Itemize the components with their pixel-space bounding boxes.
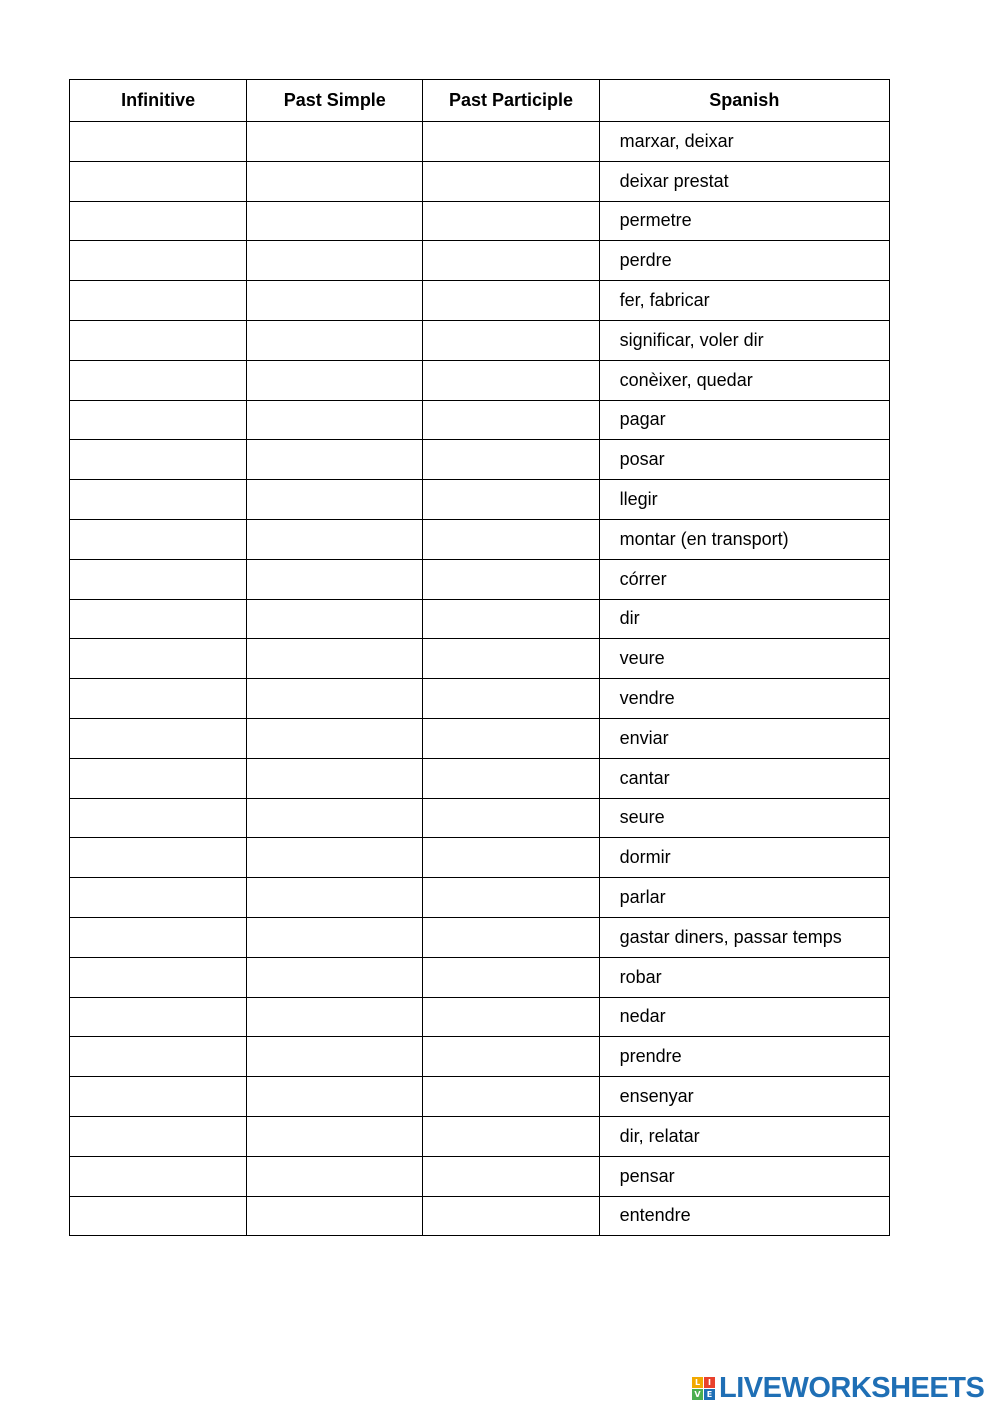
spanish-cell: seure	[599, 798, 889, 838]
past-participle-cell[interactable]	[423, 559, 599, 599]
past-participle-cell[interactable]	[423, 241, 599, 281]
table-row	[70, 798, 890, 838]
table-row	[70, 1077, 890, 1117]
past-simple-cell[interactable]	[247, 718, 423, 758]
logo-icon	[692, 1377, 715, 1400]
infinitive-cell[interactable]	[70, 1116, 247, 1156]
infinitive-cell[interactable]	[70, 679, 247, 719]
past-simple-cell[interactable]	[247, 878, 423, 918]
logo-text: LIVEWORKSHEETS	[719, 1372, 985, 1404]
infinitive-cell[interactable]	[70, 480, 247, 520]
table-row	[70, 758, 890, 798]
infinitive-cell[interactable]	[70, 798, 247, 838]
table-body	[70, 122, 890, 1236]
header-past-participle: Past Participle	[423, 80, 599, 122]
past-simple-cell[interactable]	[247, 1196, 423, 1236]
infinitive-cell[interactable]	[70, 878, 247, 918]
infinitive-cell[interactable]	[70, 599, 247, 639]
past-participle-cell[interactable]	[423, 201, 599, 241]
past-simple-cell[interactable]	[247, 440, 423, 480]
table-row	[70, 917, 890, 957]
table-row	[70, 241, 890, 281]
infinitive-cell[interactable]	[70, 360, 247, 400]
past-simple-cell[interactable]	[247, 201, 423, 241]
past-participle-cell[interactable]	[423, 639, 599, 679]
past-participle-cell[interactable]	[423, 997, 599, 1037]
table-row	[70, 1037, 890, 1077]
past-simple-cell[interactable]	[247, 838, 423, 878]
table-row	[70, 1196, 890, 1236]
infinitive-cell[interactable]	[70, 758, 247, 798]
infinitive-cell[interactable]	[70, 1077, 247, 1117]
table-row	[70, 957, 890, 997]
header-spanish: Spanish	[599, 80, 889, 122]
past-simple-cell[interactable]	[247, 1077, 423, 1117]
verb-table	[69, 79, 890, 1236]
past-participle-cell[interactable]	[423, 878, 599, 918]
infinitive-cell[interactable]	[70, 161, 247, 201]
table-row	[70, 679, 890, 719]
spanish-cell: enviar	[599, 718, 889, 758]
table-row	[70, 480, 890, 520]
past-participle-cell[interactable]	[423, 679, 599, 719]
infinitive-cell[interactable]	[70, 718, 247, 758]
past-participle-cell[interactable]	[423, 758, 599, 798]
table-row	[70, 878, 890, 918]
table-row	[70, 122, 890, 162]
past-participle-cell[interactable]	[423, 1156, 599, 1196]
infinitive-cell[interactable]	[70, 1156, 247, 1196]
header-past-simple: Past Simple	[247, 80, 423, 122]
spanish-cell: pensar	[599, 1156, 889, 1196]
past-participle-cell[interactable]	[423, 440, 599, 480]
past-simple-cell[interactable]	[247, 599, 423, 639]
past-participle-cell[interactable]	[423, 122, 599, 162]
spanish-cell: pagar	[599, 400, 889, 440]
past-simple-cell[interactable]	[247, 758, 423, 798]
spanish-cell: ensenyar	[599, 1077, 889, 1117]
past-participle-cell[interactable]	[423, 480, 599, 520]
table-row	[70, 360, 890, 400]
past-simple-cell[interactable]	[247, 798, 423, 838]
infinitive-cell[interactable]	[70, 519, 247, 559]
spanish-cell: montar (en transport)	[599, 519, 889, 559]
spanish-cell: córrer	[599, 559, 889, 599]
header-infinitive: Infinitive	[70, 80, 247, 122]
past-simple-cell[interactable]	[247, 480, 423, 520]
table-row	[70, 161, 890, 201]
past-participle-cell[interactable]	[423, 1116, 599, 1156]
past-simple-cell[interactable]	[247, 320, 423, 360]
past-participle-cell[interactable]	[423, 838, 599, 878]
past-participle-cell[interactable]	[423, 599, 599, 639]
table-row	[70, 1116, 890, 1156]
table-row	[70, 997, 890, 1037]
infinitive-cell[interactable]	[70, 559, 247, 599]
past-participle-cell[interactable]	[423, 400, 599, 440]
spanish-cell: vendre	[599, 679, 889, 719]
spanish-cell: permetre	[599, 201, 889, 241]
past-simple-cell[interactable]	[247, 281, 423, 321]
table-row	[70, 718, 890, 758]
infinitive-cell[interactable]	[70, 241, 247, 281]
spanish-cell: dormir	[599, 838, 889, 878]
infinitive-cell[interactable]	[70, 917, 247, 957]
past-participle-cell[interactable]	[423, 957, 599, 997]
past-simple-cell[interactable]	[247, 957, 423, 997]
spanish-cell: gastar diners, passar temps	[599, 917, 889, 957]
table-row	[70, 519, 890, 559]
past-simple-cell[interactable]	[247, 679, 423, 719]
past-participle-cell[interactable]	[423, 1196, 599, 1236]
past-simple-cell[interactable]	[247, 1156, 423, 1196]
spanish-cell: significar, voler dir	[599, 320, 889, 360]
past-simple-cell[interactable]	[247, 161, 423, 201]
logo-letter: I	[704, 1377, 715, 1388]
past-participle-cell[interactable]	[423, 1077, 599, 1117]
infinitive-cell[interactable]	[70, 320, 247, 360]
past-participle-cell[interactable]	[423, 360, 599, 400]
table-row	[70, 1156, 890, 1196]
table-row	[70, 838, 890, 878]
spanish-cell: robar	[599, 957, 889, 997]
past-simple-cell[interactable]	[247, 519, 423, 559]
spanish-cell: nedar	[599, 997, 889, 1037]
infinitive-cell[interactable]	[70, 122, 247, 162]
spanish-cell: entendre	[599, 1196, 889, 1236]
table-row	[70, 559, 890, 599]
spanish-cell: deixar prestat	[599, 161, 889, 201]
infinitive-cell[interactable]	[70, 281, 247, 321]
spanish-cell: dir	[599, 599, 889, 639]
past-participle-cell[interactable]	[423, 1037, 599, 1077]
header-row	[70, 80, 890, 122]
infinitive-cell[interactable]	[70, 957, 247, 997]
spanish-cell: prendre	[599, 1037, 889, 1077]
logo-letter: V	[692, 1389, 703, 1400]
table-row	[70, 440, 890, 480]
spanish-cell: fer, fabricar	[599, 281, 889, 321]
past-simple-cell[interactable]	[247, 360, 423, 400]
past-participle-cell[interactable]	[423, 798, 599, 838]
table-row	[70, 639, 890, 679]
past-participle-cell[interactable]	[423, 718, 599, 758]
past-simple-cell[interactable]	[247, 639, 423, 679]
past-participle-cell[interactable]	[423, 519, 599, 559]
past-participle-cell[interactable]	[423, 917, 599, 957]
past-simple-cell[interactable]	[247, 122, 423, 162]
infinitive-cell[interactable]	[70, 400, 247, 440]
table-row	[70, 281, 890, 321]
spanish-cell: parlar	[599, 878, 889, 918]
table-row	[70, 320, 890, 360]
past-simple-cell[interactable]	[247, 241, 423, 281]
past-participle-cell[interactable]	[423, 320, 599, 360]
past-simple-cell[interactable]	[247, 1037, 423, 1077]
past-simple-cell[interactable]	[247, 559, 423, 599]
infinitive-cell[interactable]	[70, 997, 247, 1037]
table-row	[70, 400, 890, 440]
spanish-cell: marxar, deixar	[599, 122, 889, 162]
liveworksheets-logo	[692, 1373, 984, 1403]
spanish-cell: perdre	[599, 241, 889, 281]
spanish-cell: dir, relatar	[599, 1116, 889, 1156]
spanish-cell: cantar	[599, 758, 889, 798]
spanish-cell: veure	[599, 639, 889, 679]
infinitive-cell[interactable]	[70, 838, 247, 878]
past-simple-cell[interactable]	[247, 997, 423, 1037]
past-participle-cell[interactable]	[423, 281, 599, 321]
past-participle-cell[interactable]	[423, 161, 599, 201]
logo-letter: E	[704, 1389, 715, 1400]
spanish-cell: conèixer, quedar	[599, 360, 889, 400]
past-simple-cell[interactable]	[247, 400, 423, 440]
infinitive-cell[interactable]	[70, 1037, 247, 1077]
infinitive-cell[interactable]	[70, 639, 247, 679]
logo-letter: L	[692, 1377, 703, 1388]
past-simple-cell[interactable]	[247, 917, 423, 957]
table-row	[70, 201, 890, 241]
past-simple-cell[interactable]	[247, 1116, 423, 1156]
infinitive-cell[interactable]	[70, 440, 247, 480]
table-row	[70, 599, 890, 639]
infinitive-cell[interactable]	[70, 1196, 247, 1236]
infinitive-cell[interactable]	[70, 201, 247, 241]
spanish-cell: llegir	[599, 480, 889, 520]
spanish-cell: posar	[599, 440, 889, 480]
